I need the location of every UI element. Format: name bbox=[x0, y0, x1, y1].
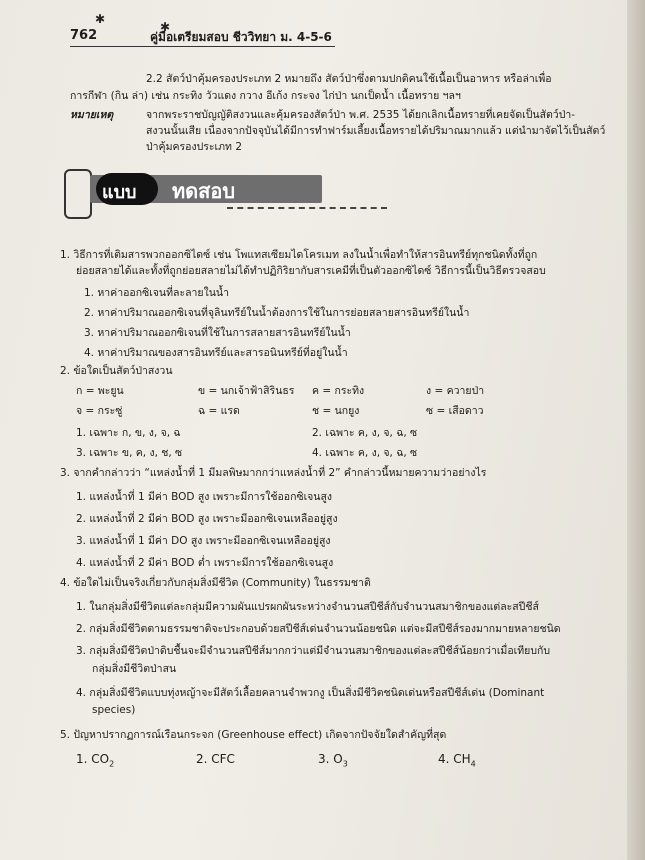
answer-option-continued: กลุ่มสิ่งมีชีวิตป่าสน bbox=[92, 663, 177, 675]
answer-option: 4. $CH_4$ bbox=[438, 752, 476, 769]
question-text: 3. จากคำกล่าวว่า “แหล่งน้ำที่ 1 มีมลพิษมากกว่าแหล่งน้ำที่ 2” คำกล่าวนี้หมายความว่าอย่างไร bbox=[60, 467, 487, 479]
answer-option: 4. แหล่งน้ำที่ 2 มีค่า BOD ต่ำ เพราะมีการใช้ออกซิเจนสูง bbox=[76, 557, 334, 569]
banner-dash bbox=[227, 207, 387, 209]
answer-option: 1. หาค่าออกซิเจนที่ละลายในน้ำ bbox=[84, 287, 229, 299]
question-text: ย่อยสลายได้และทั้งที่ถูกย่อยสลายไม่ได้ทำปฏิกิริยากับสารเคมีที่เป็นตัวออกซิไดซ์ วิธีการนี้เป็นวิธีตรวจสอบ bbox=[76, 265, 546, 277]
question-text: 1. วิธีการที่เติมสารพวกออกซิไดซ์ เช่น โพแทสเซียมไดโครเมท ลงในน้ำเพื่อทำให้สารอินทรีย์ทุกชนิดทั้งที่ถูก bbox=[60, 249, 538, 261]
answer-option: 2. แหล่งน้ำที่ 2 มีค่า BOD สูง เพราะมีออกซิเจนเหลืออยู่สูง bbox=[76, 513, 338, 525]
note-label: หมายเหตุ bbox=[70, 109, 114, 121]
answer-option: 2. กลุ่มสิ่งมีชีวิตตามธรรมชาติจะประกอบด้วยสปีชีส์เด่นจำนวนน้อยชนิด แต่จะมีสปีชีส์รองมากมายหลายชนิด bbox=[76, 623, 561, 635]
section-banner bbox=[62, 165, 324, 221]
answer-option: 3. $O_3$ bbox=[318, 752, 348, 769]
item-label: ก = พะยูน bbox=[76, 385, 124, 397]
answer-option: 1. แหล่งน้ำที่ 1 มีค่า BOD สูง เพราะมีการใช้ออกซิเจนสูง bbox=[76, 491, 333, 503]
answer-option: 2. หาค่าปริมาณออกซิเจนที่จุลินทรีย์ในน้ำต้องการใช้ในการย่อยสลายสารอินทรีย์ในน้ำ bbox=[84, 307, 470, 319]
item-label: จ = กระซู่ bbox=[76, 405, 123, 417]
answer-option: 3. แหล่งน้ำที่ 1 มีค่า DO สูง เพราะมีออกซิเจนเหลืออยู่สูง bbox=[76, 535, 331, 547]
answer-option: 3. หาค่าปริมาณออกซิเจนที่ใช้ในการสลายสารอินทรีย์ในน้ำ bbox=[84, 327, 351, 339]
banner-label: ทดสอบ bbox=[172, 179, 236, 203]
banner-label-box: แบบ bbox=[102, 182, 137, 203]
note-line: สงวนนั้นเสีย เนื่องจากปัจจุบันได้มีการทำฟาร์มเลี้ยงเนื้อทรายได้ปริมาณมากแล้ว แต่นำมาจัดไว้เป็นสัตว์ bbox=[146, 125, 606, 137]
intro-line: 2.2 สัตว์ป่าคุ้มครองประเภท 2 หมายถึง สัตว์ป่าซึ่งตามปกติคนใช้เนื้อเป็นอาหาร หรือล่าเพื่อ bbox=[146, 73, 552, 85]
item-label: ฉ = แรด bbox=[198, 405, 240, 417]
answer-option: 2. CFC bbox=[196, 752, 235, 766]
answer-option: 1. $CO_2$ bbox=[76, 752, 115, 769]
answer-option: 4. กลุ่มสิ่งมีชีวิตแบบทุ่งหญ้าจะมีสัตว์เลื้อยคลานจำพวกงู เป็นสิ่งมีชีวิตชนิดเด่นหรือสปีชีส์เด่น (Dominant bbox=[76, 687, 545, 699]
question-text: 2. ข้อใดเป็นสัตว์ป่าสงวน bbox=[60, 365, 173, 377]
answer-option: 1. ในกลุ่มสิ่งมีชีวิตแต่ละกลุ่มมีความผันแปรผกผันระหว่างจำนวนสปีชีส์กับจำนวนสมาชิกของแต่ละสปีชีส์ bbox=[76, 601, 539, 613]
note-line: จากพระราชบัญญัติสงวนและคุ้มครองสัตว์ป่า พ.ศ. 2535 ได้ยกเลิกเนื้อทรายที่เคยจัดเป็นสัตว์ป่า- bbox=[146, 109, 576, 121]
question-text: 5. ปัญหาปรากฏการณ์เรือนกระจก (Greenhouse effect) เกิดจากปัจจัยใดสำคัญที่สุด bbox=[60, 729, 447, 741]
item-label: ข = นกเจ้าฟ้าสิรินธร bbox=[198, 385, 295, 397]
item-label: ช = นกยูง bbox=[312, 405, 360, 417]
ant-icon: ✱ bbox=[95, 12, 106, 26]
note-line: ป่าคุ้มครองประเภท 2 bbox=[146, 141, 242, 153]
item-label: ง = ควายป่า bbox=[426, 385, 485, 397]
page-header bbox=[70, 24, 340, 54]
item-label: ซ = เสือดาว bbox=[426, 405, 484, 417]
question-text: 4. ข้อใดไม่เป็นจริงเกี่ยวกับกลุ่มสิ่งมีชีวิต (Community) ในธรรมชาติ bbox=[60, 577, 371, 589]
answer-option: 4. หาค่าปริมาณของสารอินทรีย์และสารอนินทรีย์ที่อยู่ในน้ำ bbox=[84, 347, 348, 359]
decorative-frame-icon bbox=[64, 169, 92, 219]
answer-option: 3. กลุ่มสิ่งมีชีวิตป่าดิบชื้นจะมีจำนวนสปีชีส์มากกว่าแต่มีจำนวนสมาชิกของแต่ละสปีชีส์น้อยกว่าเมื่อเทียบกับ bbox=[76, 645, 551, 657]
answer-option: 3. เฉพาะ ข, ค, ง, ช, ซ bbox=[76, 447, 183, 459]
ant-icon: ✱ bbox=[160, 20, 171, 34]
page-edge bbox=[627, 0, 645, 860]
header-rule bbox=[70, 46, 335, 47]
item-label: ค = กระทิง bbox=[312, 385, 365, 397]
answer-option: 1. เฉพาะ ก, ข, ง, จ, ฉ bbox=[76, 427, 181, 439]
answer-option: 2. เฉพาะ ค, ง, จ, ฉ, ซ bbox=[312, 427, 418, 439]
book-title: คู่มือเตรียมสอบ ชีววิทยา ม. 4-5-6 bbox=[150, 30, 332, 44]
answer-option: 4. เฉพาะ ค, ง, จ, ฉ, ซ bbox=[312, 447, 418, 459]
answer-option-continued: species) bbox=[92, 704, 136, 716]
intro-line: การกีฬา (กิน ล่า) เช่น กระทิง วัวแดง กวาง อีเก้ง กระจง ไก่ป่า นกเป็ดน้ำ เนื้อทราย ฯลฯ bbox=[70, 90, 461, 102]
page-number: 762 bbox=[70, 28, 98, 43]
